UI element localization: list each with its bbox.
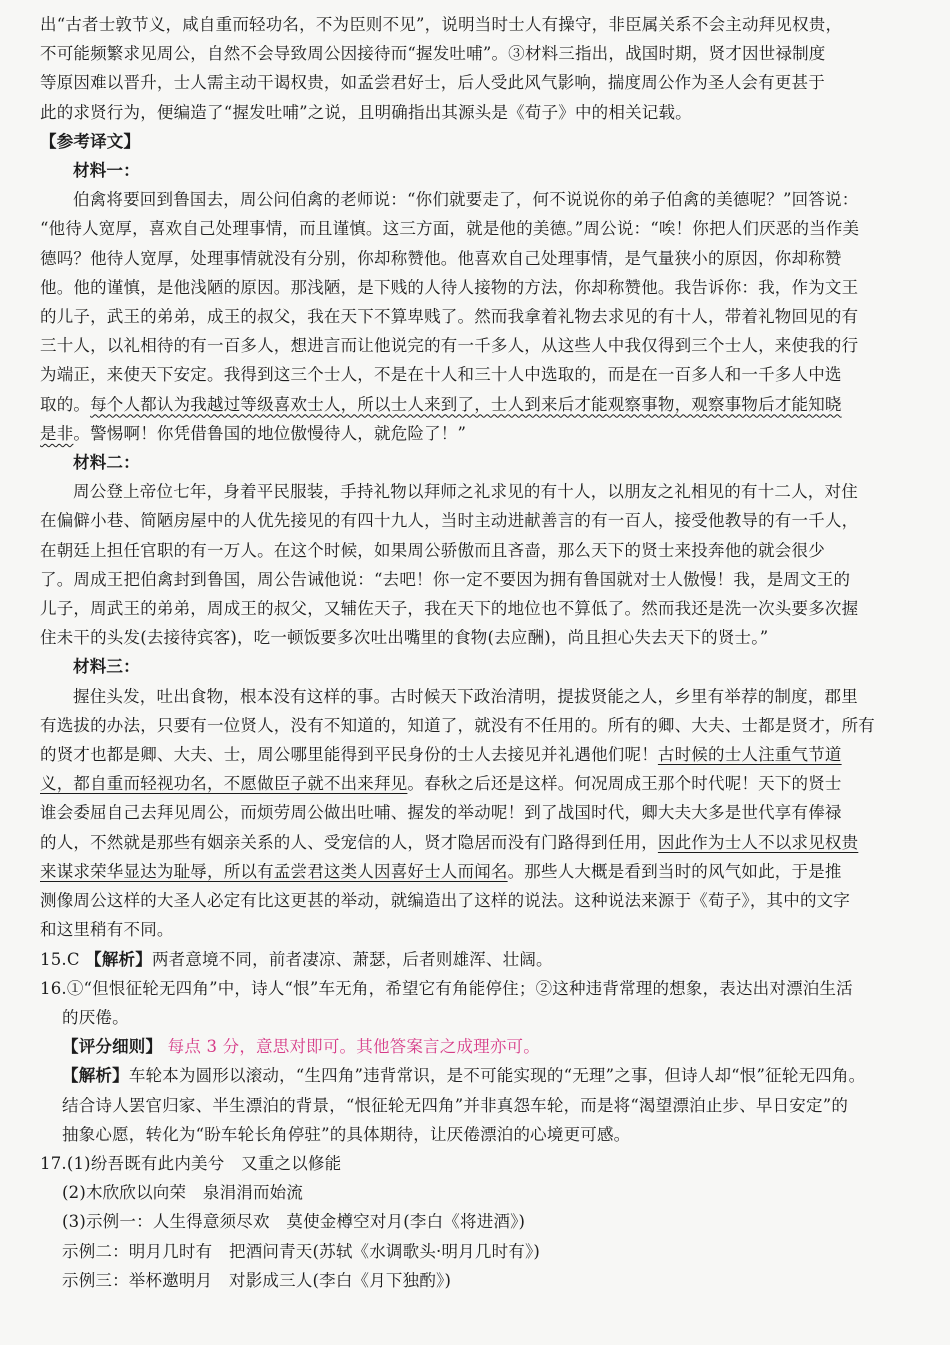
text-line: 抽象心愿，转化为“盼车轮长角停驻”的具体期待，让厌倦漂泊的心境更可感。 <box>62 1124 631 1144</box>
text-line: 握住头发，吐出食物，根本没有这样的事。古时候天下政治清明，提拔贤能之人，乡里有举荐的制度，郡里 <box>73 686 858 706</box>
text-line <box>40 857 910 886</box>
text-line: 伯禽将要回到鲁国去，周公问伯禽的老师说：“你们就要走了，何不说说你的弟子伯禽的美德呢？”回答说： <box>73 190 859 210</box>
answer-item: (1)纷吾既有此内美兮 又重之以修能 <box>66 1153 342 1173</box>
intro-paragraph <box>40 10 910 127</box>
text-line: 周公登上帝位七年，身着平民服装，手持礼物以拜师之礼求见的有十人，以朋友之礼相见的有十二人，对住 <box>73 482 858 502</box>
text-line <box>40 828 910 857</box>
scoring-tag: 【评分细则】 <box>62 1037 163 1057</box>
question-number: 17. <box>40 1153 67 1173</box>
question-17 <box>40 1149 910 1295</box>
text-line: 等原因难以晋升，士人需主动干谒权贵，如孟尝君好士，后人受此风气影响，揣度周公作为圣人会有更甚于 <box>40 73 825 93</box>
question-16 <box>40 974 910 1149</box>
scoring-rule <box>40 1032 910 1061</box>
text-segment: 取的。 <box>40 394 91 414</box>
text-line: 结合诗人罢官归家、半生漂泊的背景，“恨征轮无四角”并非真怨车轮，而是将“渴望漂泊止步、早日安定”的 <box>62 1095 849 1115</box>
underlined-text: 因此作为士人不以求见权贵 <box>657 832 859 852</box>
material-one <box>40 156 910 448</box>
text-line: 了。周成王把伯禽封到鲁国，周公告诫他说：“去吧！你一定不要因为拥有鲁国就对士人傲慢！我，是周文王的 <box>40 569 851 589</box>
underlined-text: 古时候的士人注重气节道 <box>657 745 842 765</box>
text-line <box>40 1061 910 1090</box>
analysis-tag: 【解析】 <box>85 949 152 969</box>
answer-item: 示例三：举杯邀明月 对影成三人(李白《月下独酌》) <box>62 1270 452 1290</box>
text-segment: 。春秋之后还是这样。何况周成王那个时代呢！天下的贤士 <box>407 774 842 794</box>
text-line: 和这里稍有不同。 <box>40 920 174 940</box>
wavy-underlined-text: 是非 <box>40 423 74 443</box>
text-line <box>40 1149 910 1178</box>
question-15 <box>40 945 910 974</box>
text-line: 的儿子，武王的弟弟，成王的叔父，我在天下不算卑贱了。然而我拿着礼物去求见的有十人，带着礼物回见的有 <box>40 307 859 327</box>
scoring-text: 每点 3 分，意思对即可。其他答案言之成理亦可。 <box>167 1037 540 1057</box>
text-line: 儿子，周武王的弟弟，周成王的叔父，又辅佐天子，我在天下的地位也不算低了。然而我还是洗一次头要多次握 <box>40 599 859 619</box>
text-line: 在朝廷上担任官职的有一万人。在这个时候，如果周公骄傲而且吝啬，那么天下的贤士来投奔他的就会很少 <box>40 540 825 560</box>
answer-item: (3)示例一：人生得意须尽欢 莫使金樽空对月(李白《将进酒》) <box>62 1212 526 1232</box>
text-line: 谁会委屈自己去拜见周公，而烦劳周公做出吐哺、握发的举动呢！到了战国时代，卿大夫大多是世代享有俸禄 <box>40 803 842 823</box>
text-line <box>40 419 910 448</box>
text-segment: 。警惕啊！你凭借鲁国的地位傲慢待人，就危险了！” <box>73 423 467 443</box>
text-segment: 。那些人大概是看到当时的风气如此，于是推 <box>507 861 842 881</box>
text-line <box>40 740 910 769</box>
text-line: 此的求贤行为，便编造了“握发吐哺”之说，且明确指出其源头是《荀子》中的相关记载。 <box>40 102 692 122</box>
analysis-tag: 【解析】 <box>62 1066 129 1086</box>
text-line: 测像周公这样的大圣人必定有比这更甚的举动，就编造出了这样的说法。这种说法来源于《荀子》，其中的文字 <box>40 891 851 911</box>
text-line <box>40 390 910 419</box>
text-line: 在偏僻小巷、简陋房屋中的人优先接见的有四十九人，当时主动进献善言的有一百人，接受他教导的有一千人， <box>40 511 859 531</box>
text-line: 德吗？他待人宽厚，处理事情就没有分别，你却称赞他。他喜欢自己处理事情，是气量狭小的原因，你却称赞 <box>40 248 842 268</box>
material-two-title: 材料二： <box>73 453 140 473</box>
material-three-title: 材料三： <box>73 657 140 677</box>
text-line <box>40 769 910 798</box>
underlined-text: 来谋求荣华显达为耻辱，所以有孟尝君这类人因喜好士人而闻名 <box>40 861 508 881</box>
text-line: 的厌倦。 <box>62 1007 129 1027</box>
text-line: 出“古者士敦节义，咸自重而轻功名，不为臣则不见”，说明当时士人有操守，非臣属关系不会主动拜见权贵， <box>40 15 843 34</box>
underlined-text: 义，都自重而轻视功名，不愿做臣子就不出来拜见 <box>40 774 408 794</box>
text-segment: 的贤才也都是卿、大夫、士，周公哪里能得到平民身份的士人去接见并礼遇他们呢！ <box>40 745 658 765</box>
text-line: 有选拔的办法，只要有一位贤人，没有不知道的，知道了，就没有不任用的。所有的卿、大夫、士都是贤才，所有 <box>40 715 875 735</box>
text-line: 住未干的头发(去接待宾客)，吃一顿饭要多次吐出嘴里的食物(去应酬)，尚且担心失去天下的贤士。” <box>40 628 769 648</box>
text-line: 他。他的谨慎，是他浅陋的原因。那浅陋，是下贱的人待人接物的方法，你却称赞他。我告诉你：我，作为文王 <box>40 277 859 297</box>
text-line: 三十人，以礼相待的有一百多人，想进言而让他说完的有一千多人，从这些人中我仅得到三个士人，来使我的行 <box>40 336 859 356</box>
analysis-text: 两者意境不同，前者凄凉、萧瑟，后者则雄浑、壮阔。 <box>151 949 553 969</box>
material-two <box>40 448 910 652</box>
section-heading-translation: 【参考译文】 <box>40 131 141 151</box>
material-three <box>40 652 910 944</box>
text-line: 不可能频繁求见周公，自然不会导致周公因接待而“握发吐哺”。③材料三指出，战国时期，贤才因世禄制度 <box>40 44 826 64</box>
answer-item: 示例二：明月几时有 把酒问青天(苏轼《水调歌头·明月几时有》) <box>62 1241 541 1261</box>
text-line: 16.①“但恨征轮无四角”中，诗人“恨”车无角，希望它有角能停住；②这种违背常理的想象，表达出对漂泊生活 <box>40 978 853 998</box>
text-line: 为端正，来使天下安定。我得到这三个士人，不是在十人和三十人中选取的，而是在一百多人和一千多人中选 <box>40 365 842 385</box>
answer-item: (2)木欣欣以向荣 泉涓涓而始流 <box>62 1183 304 1203</box>
analysis-text: 车轮本为圆形以滚动，“生四角”违背常识，是不可能实现的“无理”之事，但诗人却“恨”征轮无四角。 <box>128 1066 866 1086</box>
wavy-underlined-text: 每个人都认为我越过等级喜欢士人，所以士人来到了，士人到来后才能观察事物，观察事物后才能知晓 <box>90 394 842 414</box>
material-one-title: 材料一： <box>73 161 140 181</box>
question-number: 15.C <box>40 949 80 969</box>
text-line: “他待人宽厚，喜欢自己处理事情，而且谨慎。这三方面，就是他的美德。”周公说：“唉！你把人们厌恶的当作美 <box>40 219 860 239</box>
text-segment: 的人，不然就是那些有姻亲关系的人、受宠信的人，贤才隐居而没有门路得到任用， <box>40 832 658 852</box>
